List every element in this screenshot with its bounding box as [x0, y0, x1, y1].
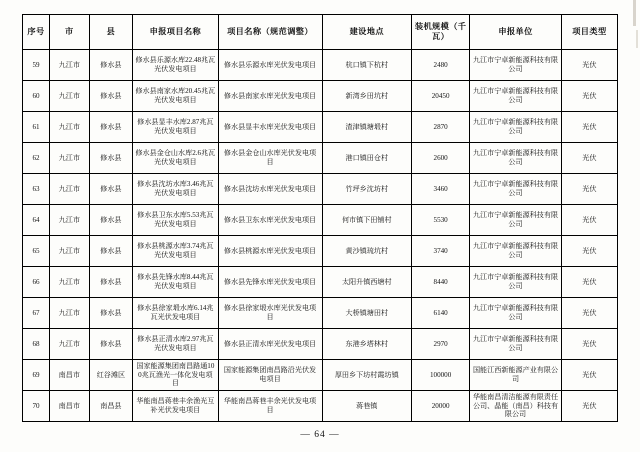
- column-header-site: 建设地点: [322, 15, 411, 50]
- cell-site: 何市镇下田铺村: [322, 205, 411, 236]
- column-header-project-name: 项目名称（规范调整）: [218, 15, 322, 50]
- cell-city: 九江市: [50, 174, 90, 205]
- cell-site: 太阳升镇西塘村: [322, 267, 411, 298]
- cell-seq: 62: [23, 143, 50, 174]
- table-row: [23, 267, 618, 298]
- table-row: [23, 143, 618, 174]
- cell-seq: 64: [23, 205, 50, 236]
- cell-city: 九江市: [50, 298, 90, 329]
- cell-type: 光伏: [561, 298, 617, 329]
- column-header-city: 市: [50, 15, 90, 50]
- cell-county: 修水县: [89, 81, 133, 112]
- cell-site: 蒋巷镇: [322, 391, 411, 422]
- cell-city: 南昌市: [50, 360, 90, 391]
- cell-city: 九江市: [50, 205, 90, 236]
- cell-declared-name: 修水县沈坊水库3.46兆瓦光伏发电项目: [133, 174, 218, 205]
- cell-type: 光伏: [561, 174, 617, 205]
- cell-project-name: 国家能源集团南昌路沿光伏发电项目: [218, 360, 322, 391]
- cell-project-name: 修水县先锋水库光伏发电项目: [218, 267, 322, 298]
- cell-county: 修水县: [89, 298, 133, 329]
- cell-declared-name: 修水县卫东水库5.53兆瓦光伏发电项目: [133, 205, 218, 236]
- cell-project-name: 华能南昌蒋巷丰余光伏发电项目: [218, 391, 322, 422]
- cell-site: 杭口镇下杭村: [322, 50, 411, 81]
- table-row: [23, 298, 618, 329]
- cell-type: 光伏: [561, 205, 617, 236]
- cell-capacity: 2480: [412, 50, 470, 81]
- cell-declared-name: 修水县金仓山水库2.6兆瓦光伏发电项目: [133, 143, 218, 174]
- cell-unit: 九江市宁卓新能源科技有限公司: [470, 50, 562, 81]
- cell-unit: 九江市宁卓新能源科技有限公司: [470, 298, 562, 329]
- cell-site: 黄沙镇琉坑村: [322, 236, 411, 267]
- cell-type: 光伏: [561, 236, 617, 267]
- cell-seq: 69: [23, 360, 50, 391]
- cell-project-name: 修水县桃源水库光伏发电项目: [218, 236, 322, 267]
- cell-capacity: 2970: [412, 329, 470, 360]
- cell-capacity: 20000: [412, 391, 470, 422]
- cell-type: 光伏: [561, 112, 617, 143]
- cell-declared-name: 国家能源集团南昌路通100兆瓦渔光一体化发电项目: [133, 360, 218, 391]
- cell-site: 新湾乡田坑村: [322, 81, 411, 112]
- cell-project-name: 修水县沈坊水库光伏发电项目: [218, 174, 322, 205]
- cell-site: 竹坪乡沈坊村: [322, 174, 411, 205]
- cell-seq: 63: [23, 174, 50, 205]
- cell-capacity: 2600: [412, 143, 470, 174]
- cell-seq: 66: [23, 267, 50, 298]
- scan-edge-mark-secondary: [636, 30, 638, 48]
- table-row: [23, 112, 618, 143]
- column-header-declared-name: 申报项目名称: [133, 15, 218, 50]
- cell-county: 修水县: [89, 174, 133, 205]
- cell-project-name: 修水县卫东水库光伏发电项目: [218, 205, 322, 236]
- cell-seq: 60: [23, 81, 50, 112]
- cell-capacity: 20450: [412, 81, 470, 112]
- cell-seq: 68: [23, 329, 50, 360]
- cell-type: 光伏: [561, 329, 617, 360]
- cell-unit: 华能南昌清洁能源有限责任公司、晶能（南昌）科技有限公司: [470, 391, 562, 422]
- cell-declared-name: 修水县南家水库20.45兆瓦光伏发电项目: [133, 81, 218, 112]
- table-row: [23, 205, 618, 236]
- cell-city: 九江市: [50, 267, 90, 298]
- cell-project-name: 修水县徐家塅水库光伏发电项目: [218, 298, 322, 329]
- cell-unit: 九江市宁卓新能源科技有限公司: [470, 236, 562, 267]
- cell-unit: 九江市宁卓新能源科技有限公司: [470, 174, 562, 205]
- cell-county: 修水县: [89, 267, 133, 298]
- cell-county: 修水县: [89, 205, 133, 236]
- cell-unit: 九江市宁卓新能源科技有限公司: [470, 205, 562, 236]
- column-header-unit: 申报单位: [470, 15, 562, 50]
- column-header-county: 县: [89, 15, 133, 50]
- cell-county: 修水县: [89, 143, 133, 174]
- column-header-seq: 序号: [23, 15, 50, 50]
- cell-capacity: 2870: [412, 112, 470, 143]
- cell-unit: 九江市宁卓新能源科技有限公司: [470, 143, 562, 174]
- cell-unit: 九江市宁卓新能源科技有限公司: [470, 329, 562, 360]
- table-row: [23, 174, 618, 205]
- cell-capacity: 3740: [412, 236, 470, 267]
- cell-capacity: 8440: [412, 267, 470, 298]
- cell-project-name: 修水县正清水库光伏发电项目: [218, 329, 322, 360]
- cell-county: 红谷滩区: [89, 360, 133, 391]
- cell-site: 渣津镇塘塅村: [322, 112, 411, 143]
- table-row: [23, 360, 618, 391]
- cell-declared-name: 修水县先锋水库8.44兆瓦光伏发电项目: [133, 267, 218, 298]
- cell-seq: 70: [23, 391, 50, 422]
- cell-unit: 九江市宁卓新能源科技有限公司: [470, 81, 562, 112]
- cell-site: 大桥镇塘田村: [322, 298, 411, 329]
- cell-unit: 国能江西新能源产业有限公司: [470, 360, 562, 391]
- cell-county: 修水县: [89, 329, 133, 360]
- cell-site: 东港乡塔林村: [322, 329, 411, 360]
- cell-county: 修水县: [89, 50, 133, 81]
- table-row: [23, 329, 618, 360]
- cell-seq: 65: [23, 236, 50, 267]
- cell-project-name: 修水县南家水库光伏发电项目: [218, 81, 322, 112]
- cell-capacity: 100000: [412, 360, 470, 391]
- project-list-table: [22, 14, 618, 422]
- cell-site: 厚田乡下坊村霞坊镇: [322, 360, 411, 391]
- cell-county: 修水县: [89, 236, 133, 267]
- cell-seq: 59: [23, 50, 50, 81]
- cell-declared-name: 修水县显丰水库2.87兆瓦光伏发电项目: [133, 112, 218, 143]
- cell-city: 九江市: [50, 81, 90, 112]
- cell-seq: 61: [23, 112, 50, 143]
- cell-capacity: 3460: [412, 174, 470, 205]
- table-row: [23, 50, 618, 81]
- scan-edge-mark: [633, 0, 636, 26]
- cell-type: 光伏: [561, 360, 617, 391]
- cell-type: 光伏: [561, 267, 617, 298]
- cell-type: 光伏: [561, 50, 617, 81]
- column-header-type: 项目类型: [561, 15, 617, 50]
- cell-seq: 67: [23, 298, 50, 329]
- cell-city: 九江市: [50, 236, 90, 267]
- cell-site: 港口镇田仓村: [322, 143, 411, 174]
- table-header-row: [23, 15, 618, 50]
- cell-city: 九江市: [50, 50, 90, 81]
- cell-declared-name: 修水县徐家塅水库6.14兆瓦光伏发电项目: [133, 298, 218, 329]
- cell-city: 九江市: [50, 329, 90, 360]
- table-row: [23, 391, 618, 422]
- cell-city: 九江市: [50, 112, 90, 143]
- column-header-capacity: 装机规模（千瓦）: [412, 15, 470, 50]
- cell-declared-name: 修水县乐源水库22.48兆瓦光伏发电项目: [133, 50, 218, 81]
- cell-unit: 九江市宁卓新能源科技有限公司: [470, 267, 562, 298]
- page-number: — 64 —: [300, 430, 340, 440]
- cell-declared-name: 华能南昌蒋巷丰余渔光互补光伏发电项目: [133, 391, 218, 422]
- cell-capacity: 6140: [412, 298, 470, 329]
- cell-county: 南昌县: [89, 391, 133, 422]
- cell-project-name: 修水县金仓山水库光伏发电项目: [218, 143, 322, 174]
- cell-declared-name: 修水县正清水库2.97兆瓦光伏发电项目: [133, 329, 218, 360]
- cell-capacity: 5530: [412, 205, 470, 236]
- cell-declared-name: 修水县桃源水库3.74兆瓦光伏发电项目: [133, 236, 218, 267]
- table-row: [23, 236, 618, 267]
- table-body: [23, 50, 618, 422]
- cell-unit: 九江市宁卓新能源科技有限公司: [470, 112, 562, 143]
- cell-city: 南昌市: [50, 391, 90, 422]
- cell-city: 九江市: [50, 143, 90, 174]
- cell-project-name: 修水县乐源水库光伏发电项目: [218, 50, 322, 81]
- cell-county: 修水县: [89, 112, 133, 143]
- table-row: [23, 81, 618, 112]
- cell-type: 光伏: [561, 143, 617, 174]
- cell-type: 光伏: [561, 391, 617, 422]
- cell-project-name: 修水县显丰水库光伏发电项目: [218, 112, 322, 143]
- table-header: [23, 15, 618, 50]
- cell-type: 光伏: [561, 81, 617, 112]
